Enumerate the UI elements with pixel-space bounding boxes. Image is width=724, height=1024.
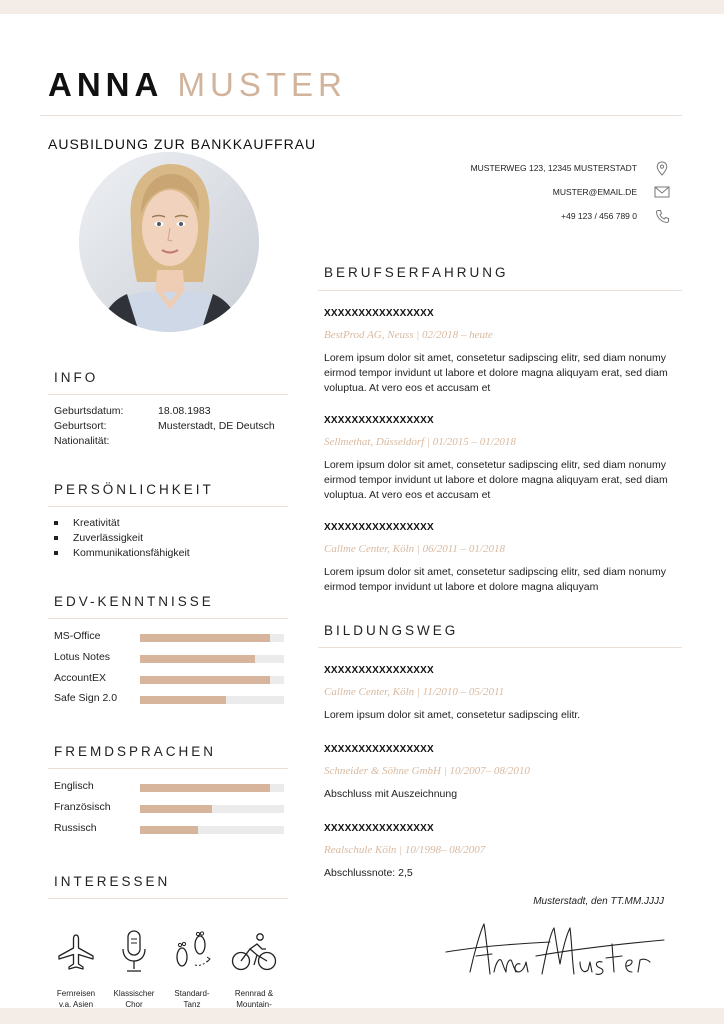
interest-choir	[102, 926, 166, 1010]
cyclist-icon	[222, 926, 286, 978]
interest-label: Klassischer	[113, 989, 155, 998]
interest-label: Mountain-	[236, 1000, 272, 1009]
contact-block	[410, 156, 670, 228]
last-name: MUSTER	[177, 66, 347, 103]
entry-description: Lorem ipsum dolor sit amet, consetetur sadipscing elitr.	[324, 709, 581, 721]
info-key: Geburtsdatum:	[54, 405, 124, 417]
skill-bar-fill	[140, 676, 270, 684]
entry-heading: XXXXXXXXXXXXXXXX	[324, 415, 434, 426]
cv-page	[0, 14, 724, 1008]
interest-label: Fernreisen	[56, 989, 96, 998]
entry-description: Abschluss mit Auszeichnung	[324, 788, 458, 800]
interests-heading: INTERESSEN	[54, 874, 171, 889]
handwritten-signature	[440, 914, 670, 994]
entry-meta: Sellmethat, Düsseldorf | 01/2015 – 01/2018	[324, 436, 516, 448]
education-divider	[318, 647, 682, 648]
microphone-icon	[102, 926, 166, 978]
skill-bar-fill	[140, 634, 270, 642]
interest-label: v.a. Asien	[58, 1000, 94, 1009]
interest-label: Chor	[125, 1000, 143, 1009]
entry-meta: BestProd AG, Neuss | 02/2018 – heute	[324, 329, 493, 341]
skill-bar-track	[140, 696, 284, 704]
entry-description: Lorem ipsum dolor sit amet, consetetur sadipscing elitr, sed diam nonumy eirmod tempor invidunt ut labore et dolore magna aliquyam erat, sed diam voluptua. At vero eos et accusam et	[324, 352, 668, 394]
entry-heading: XXXXXXXXXXXXXXXX	[324, 744, 434, 755]
email-text[interactable]: MUSTER@EMAIL.DE	[552, 187, 637, 197]
applicant-name	[48, 66, 347, 104]
skill-bar-track	[140, 634, 284, 642]
language-label: Englisch	[54, 780, 94, 792]
info-row-nationality	[54, 434, 275, 449]
info-key: Nationalität:	[54, 435, 110, 447]
profile-photo	[79, 152, 259, 332]
skill-bar-fill	[140, 655, 255, 663]
skill-label: Safe Sign 2.0	[54, 692, 118, 704]
info-list	[54, 404, 275, 449]
phone-text: +49 123 / 456 789 0	[561, 211, 637, 221]
skill-label: Lotus Notes	[54, 651, 111, 663]
skill-row	[54, 670, 284, 690]
education-entry	[324, 823, 684, 881]
contact-phone	[410, 204, 670, 228]
info-value: 18.08.1983	[158, 405, 211, 417]
interest-label: Tanz	[183, 1000, 201, 1009]
language-label: Französisch	[54, 801, 111, 813]
skill-bar-track	[140, 676, 284, 684]
address-text: MUSTERWEG 123, 12345 MUSTERSTADT	[470, 163, 637, 173]
education-entry	[324, 744, 684, 802]
info-key: Geburtsort:	[54, 420, 107, 432]
personality-heading: PERSÖNLICHKEIT	[54, 482, 214, 497]
interests-divider	[48, 898, 288, 899]
language-bar-fill	[140, 805, 212, 813]
interest-travel	[44, 926, 108, 1010]
experience-entry	[324, 522, 684, 595]
location-pin-icon	[654, 160, 670, 176]
language-bar-fill	[140, 784, 270, 792]
language-label: Russisch	[54, 822, 97, 834]
list-item: Kreativität	[54, 516, 190, 531]
entry-heading: XXXXXXXXXXXXXXXX	[324, 823, 434, 834]
skill-bar-track	[140, 655, 284, 663]
it-skills-divider	[48, 618, 288, 619]
education-entry	[324, 665, 684, 723]
footprints-icon	[160, 926, 224, 978]
job-title: AUSBILDUNG ZUR BANKKAUFFRAU	[48, 136, 317, 152]
contact-address	[410, 156, 670, 180]
entry-meta: Schneider & Söhne GmbH | 10/2007– 08/2010	[324, 765, 530, 777]
entry-heading: XXXXXXXXXXXXXXXX	[324, 308, 434, 319]
entry-heading: XXXXXXXXXXXXXXXX	[324, 522, 434, 533]
skill-row	[54, 690, 284, 710]
list-item: Zuverlässigkeit	[54, 531, 190, 546]
language-bar-track	[140, 805, 284, 813]
info-row-birthplace	[54, 419, 275, 434]
info-heading: INFO	[54, 370, 99, 385]
skill-row	[54, 628, 284, 648]
info-value: Musterstadt, DE Deutsch	[158, 420, 275, 432]
interest-label: Rennrad &	[234, 989, 274, 998]
education-heading: BILDUNGSWEG	[324, 623, 459, 638]
envelope-icon	[654, 184, 670, 200]
it-skills-heading: EDV-KENNTNISSE	[54, 594, 214, 609]
entry-description: Abschlussnote: 2,5	[324, 867, 413, 879]
header-divider	[40, 115, 682, 116]
place-and-date: Musterstadt, den TT.MM.JJJJ	[533, 896, 664, 907]
languages-heading: FREMDSPRACHEN	[54, 744, 217, 759]
experience-heading: BERUFSERFAHRUNG	[324, 265, 509, 280]
language-bar-track	[140, 784, 284, 792]
language-row	[54, 799, 284, 819]
entry-meta: Realschule Köln | 10/1998– 08/2007	[324, 844, 486, 856]
language-bar-fill	[140, 826, 198, 834]
info-divider	[48, 394, 288, 395]
entry-description: Lorem ipsum dolor sit amet, consetetur sadipscing elitr, sed diam nonumy eirmod tempor invidunt ut labore et dolore magna aliquyam erat, sed diam voluptua. At vero eos et accusam et	[324, 459, 668, 501]
personality-divider	[48, 506, 288, 507]
airplane-icon	[44, 926, 108, 978]
entry-heading: XXXXXXXXXXXXXXXX	[324, 665, 434, 676]
skill-label: AccountEX	[54, 672, 106, 684]
list-item: Kommunikationsfähigkeit	[54, 546, 190, 561]
entry-description: Lorem ipsum dolor sit amet, consetetur sadipscing elitr, sed diam nonumy eirmod tempor invidunt ut labore et dolore magna aliquyam	[324, 566, 666, 593]
experience-entry	[324, 415, 684, 503]
contact-email	[410, 180, 670, 204]
entry-meta: Callme Center, Köln | 11/2010 – 05/2011	[324, 686, 505, 698]
skill-bar-fill	[140, 696, 226, 704]
skill-label: MS-Office	[54, 630, 101, 642]
personality-list	[54, 516, 190, 561]
first-name: ANNA	[48, 66, 164, 103]
experience-divider	[318, 290, 682, 291]
language-row	[54, 778, 284, 798]
phone-icon	[654, 208, 670, 224]
info-row-birthdate	[54, 404, 275, 419]
experience-entry	[324, 308, 684, 396]
interest-label: Standard-	[174, 989, 210, 998]
languages-divider	[48, 768, 288, 769]
entry-meta: Callme Center, Köln | 06/2011 – 01/2018	[324, 543, 505, 555]
language-bar-track	[140, 826, 284, 834]
interest-cycling	[222, 926, 286, 1010]
interest-dance	[160, 926, 224, 1010]
language-row	[54, 820, 284, 840]
skill-row	[54, 649, 284, 669]
